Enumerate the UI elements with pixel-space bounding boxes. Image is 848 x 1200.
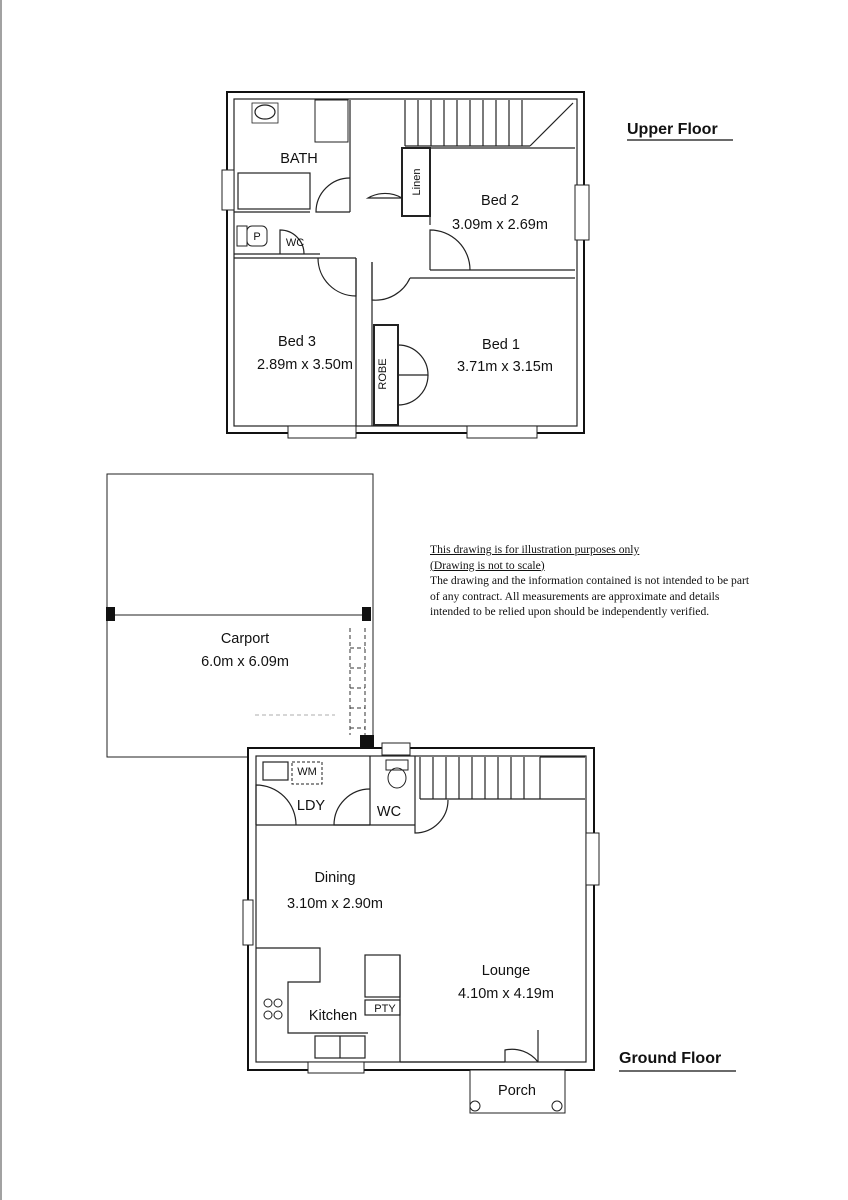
upper-wc-label: WC (285, 237, 305, 249)
porch-label: Porch (498, 1083, 536, 1099)
disclaimer-line2: (Drawing is not to scale) (430, 558, 545, 572)
ldy-label: LDY (296, 798, 326, 814)
carport-dims: 6.0m x 6.09m (201, 654, 289, 670)
dining-dims: 3.10m x 2.90m (287, 896, 383, 912)
bed2-name: Bed 2 (481, 193, 519, 209)
bed1-name: Bed 1 (482, 337, 520, 353)
robe-label: ROBE (377, 358, 389, 390)
bath-label: BATH (280, 151, 318, 167)
carport-plan (106, 474, 374, 757)
upper-floor-plan (222, 92, 589, 438)
bed2-dims: 3.09m x 2.69m (452, 217, 548, 233)
wm-label: WM (297, 766, 317, 778)
upper-floor-title: Upper Floor (627, 121, 718, 138)
ground-wc-label: WC (376, 804, 402, 820)
pty-label: PTY (374, 1003, 396, 1015)
ground-floor-title: Ground Floor (619, 1050, 722, 1067)
disclaimer-body: The drawing and the information contained is not intended to be part of any contract. All measurements are approximate and details intended to be relied upon should be independently verified. (430, 574, 750, 618)
bed3-dims: 2.89m x 3.50m (257, 357, 353, 373)
dining-name: Dining (314, 870, 356, 886)
disclaimer-line1: This drawing is for illustration purposes only (430, 543, 640, 556)
linen-label: Linen (411, 168, 423, 196)
p-label: P (253, 231, 261, 243)
lounge-dims: 4.10m x 4.19m (458, 986, 554, 1002)
bed1-dims: 3.71m x 3.15m (457, 359, 553, 375)
carport-name: Carport (220, 631, 270, 647)
disclaimer-note (430, 542, 750, 620)
lounge-name: Lounge (481, 963, 531, 979)
kitchen-label: Kitchen (308, 1008, 358, 1024)
bed3-name: Bed 3 (278, 334, 316, 350)
